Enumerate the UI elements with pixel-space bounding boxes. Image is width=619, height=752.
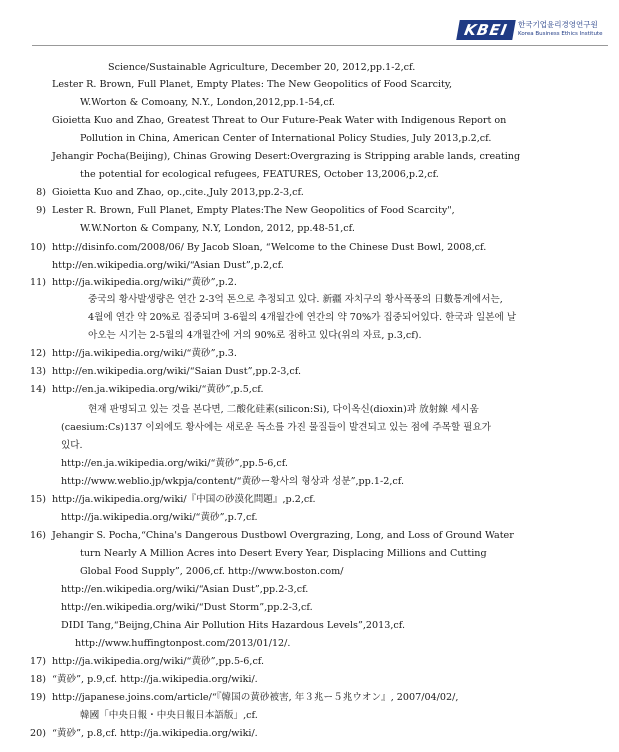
footnote-line: W.W.Norton & Company, N.Y, London, 2012, pp.48-51,cf. bbox=[80, 223, 355, 234]
footnote-line: Lester R. Brown, Full Planet, Empty Plates: The New Geopolitics of Food Scarcity, bbox=[52, 79, 453, 90]
footnote-number: 12) bbox=[30, 348, 46, 359]
logo-text bbox=[518, 20, 610, 39]
footnote-number: 11) bbox=[30, 277, 46, 288]
footnote-line: http://en.wikipedia.org/wiki/“Dust Storm”,pp.2-3,cf. bbox=[61, 602, 313, 613]
footnote-line: 아오는 시기는 2-5월의 4개월간에 거의 90%로 점하고 있다(위의 자료, p.3,cf). bbox=[88, 330, 422, 341]
footnote-line: 현재 판명되고 있는 것을 본다면, 二酸化硅素(silicon:Si), 다이옥신(dioxin)과 放射線 세시움 bbox=[88, 404, 479, 415]
org-name-korean: 한국기업윤리경영연구원 bbox=[518, 20, 598, 29]
footnote-line: Lester R. Brown, Full Planet, Empty Plates:The New Geopolitics of Food Scarcity", bbox=[52, 205, 455, 216]
footnote-line: 있다. bbox=[61, 440, 83, 451]
footnote-number: 9) bbox=[36, 205, 46, 216]
footnote-line: Gioietta Kuo and Zhao, Greatest Threat to Our Future-Peak Water with Indigenous Report on bbox=[52, 115, 507, 126]
footnote-line: W.Worton & Comoany, N.Y., London,2012,pp.1-54,cf. bbox=[80, 97, 335, 108]
footnote-number: 20) bbox=[30, 728, 46, 739]
header-divider bbox=[32, 45, 608, 46]
footnote-line: http://disinfo.com/2008/06/ By Jacob Sloan, “Welcome to the Chinese Dust Bowl, 2008,cf. bbox=[52, 242, 487, 253]
footnote-line: Pollution in China, American Center of International Policy Studies, July 2013,p.2,cf. bbox=[80, 133, 492, 144]
footnote-line: http://en.wikipedia.org/wiki/“Asian Dust”,p.2,cf. bbox=[52, 260, 284, 271]
footnote-line: http://en.ja.wikipedia.org/wiki/“黄砂”,p.5,cf. bbox=[52, 384, 264, 395]
footnote-line: Global Food Supply”, 2006,cf. http://www.boston.com/ bbox=[80, 566, 344, 577]
footnote-line: “黄砂”, p.8,cf. http://ja.wikipedia.org/wiki/. bbox=[52, 728, 258, 739]
footnote-number: 17) bbox=[30, 656, 46, 667]
footnote-number: 16) bbox=[30, 530, 46, 541]
footnote-line: http://ja.wikipedia.org/wiki/“黄砂”,p.7,cf. bbox=[61, 512, 258, 523]
org-name-english: Korea Business Ethics Institute bbox=[518, 31, 603, 37]
footnote-line: Jehangir Pocha(Beijing), Chinas Growing Desert:Overgrazing is Stripping arable lands, creating bbox=[52, 151, 521, 162]
footnote-line: 韓國「中央日報・中央日報日本語版」,cf. bbox=[80, 710, 258, 721]
footnote-line: http://ja.wikipedia.org/wiki/“黄砂”,p.3. bbox=[52, 348, 237, 359]
footnote-line: http://en.wikipedia.org/wiki/“Asian Dust”,pp.2-3,cf. bbox=[61, 584, 309, 595]
institute-logo bbox=[458, 20, 608, 42]
footnote-line: (caesium:Cs)137 이외에도 황사에는 새로운 독소를 가진 물질들이 발견되고 있는 점에 주목할 필요가 bbox=[61, 422, 491, 433]
footnote-line: http://www.weblio.jp/wkpja/content/“黄砂ー황사의 형상과 성분”,pp.1-2,cf. bbox=[61, 476, 405, 487]
footnote-number: 19) bbox=[30, 692, 46, 703]
footnote-number: 18) bbox=[30, 674, 46, 685]
footnote-line: Science/Sustainable Agriculture, December 20, 2012,pp.1-2,cf. bbox=[108, 62, 416, 73]
footnote-line: http://ja.wikipedia.org/wiki/『中国の砂漠化問題』,p.2,cf. bbox=[52, 494, 316, 505]
footnote-line: turn Nearly A Million Acres into Desert Every Year, Displacing Millions and Cutting bbox=[80, 548, 487, 559]
footnote-line: Jehangir S. Pocha,“China's Dangerous Dustbowl Overgrazing, Long, and Loss of Ground Water bbox=[52, 530, 514, 541]
footnote-line: DIDI Tang,“Beijng,China Air Pollution Hits Hazardous Levels”,2013,cf. bbox=[61, 620, 406, 631]
footnote-number: 13) bbox=[30, 366, 46, 377]
footnote-line: 중국의 황사발생량은 연간 2-3억 톤으로 추정되고 있다. 新疆 자치구의 황사폭풍의 日數통계에서는, bbox=[88, 294, 503, 305]
footnote-line: http://www.huffingtonpost.com/2013/01/12/. bbox=[75, 638, 291, 649]
footnote-number: 8) bbox=[36, 187, 46, 198]
footnote-line: http://en.wikipedia.org/wiki/“Saian Dust”,pp.2-3,cf. bbox=[52, 366, 302, 377]
footnote-line: http://japanese.joins.com/article/“『韓国の黄砂被害, 年３兆ー５兆ウオン』, 2007/04/02/, bbox=[52, 692, 459, 703]
footnote-line: “黄砂”, p.9,cf. http://ja.wikipedia.org/wiki/. bbox=[52, 674, 258, 685]
footnote-line: Gioietta Kuo and Zhao, op.,cite.,July 2013,pp.2-3,cf. bbox=[52, 187, 304, 198]
footnote-number: 15) bbox=[30, 494, 46, 505]
footnote-number: 14) bbox=[30, 384, 46, 395]
footnote-line: http://en.ja.wikipedia.org/wiki/“黄砂”,pp.5-6,cf. bbox=[61, 458, 288, 469]
logo-mark: KBEI bbox=[456, 20, 516, 40]
footnote-line: the potential for ecological refugees, FEATURES, October 13,2006,p.2,cf. bbox=[80, 169, 439, 180]
footnote-line: http://ja.wikipedia.org/wiki/“黄砂”,pp.5-6,cf. bbox=[52, 656, 265, 667]
footnote-line: http://ja.wikipedia.org/wiki/“黄砂”,p.2. bbox=[52, 277, 237, 288]
footnote-line: 4월에 연간 약 20%로 집중되며 3-6월의 4개월간에 연간의 약 70%가 집중되어있다. 한국과 일본에 날 bbox=[88, 312, 517, 323]
footnote-number: 10) bbox=[30, 242, 46, 253]
